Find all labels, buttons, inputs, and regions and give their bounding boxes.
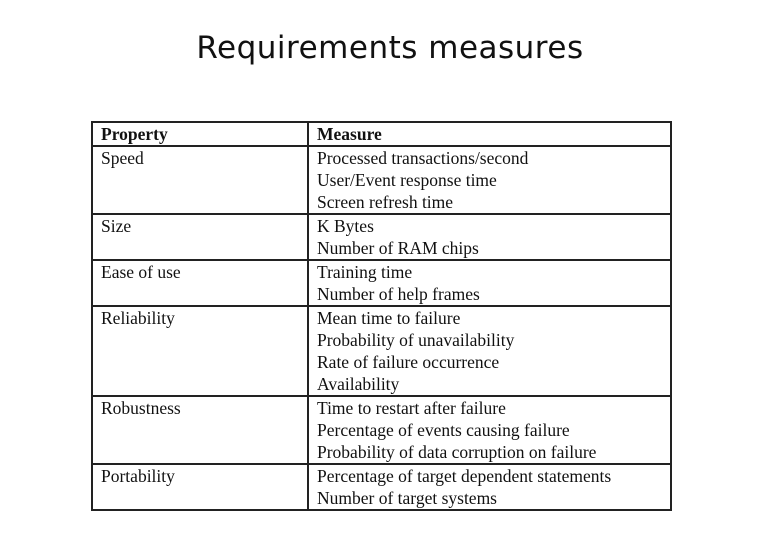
measure-item: Availability bbox=[317, 374, 400, 394]
measure-item: Training time bbox=[317, 262, 413, 282]
measure-item: Percentage of target dependent statements bbox=[317, 466, 612, 486]
measure-item: Mean time to failure bbox=[317, 308, 461, 328]
table-row bbox=[92, 464, 671, 510]
measure-item: K Bytes bbox=[317, 216, 374, 236]
measure-cell bbox=[308, 260, 671, 306]
measure-item: Time to restart after failure bbox=[317, 398, 506, 418]
measure-item: Number of RAM chips bbox=[317, 238, 479, 258]
measure-item: Probability of unavailability bbox=[317, 330, 515, 350]
measure-item: Processed transactions/second bbox=[317, 148, 529, 168]
property-cell: Portability bbox=[92, 464, 308, 510]
property-cell: Size bbox=[92, 214, 308, 260]
table-row bbox=[92, 260, 671, 306]
table-row bbox=[92, 396, 671, 464]
measure-item: Percentage of events causing failure bbox=[317, 420, 570, 440]
table-row bbox=[92, 214, 671, 260]
slide-title: Requirements measures bbox=[196, 30, 584, 66]
measure-cell bbox=[308, 146, 671, 214]
measure-cell bbox=[308, 464, 671, 510]
table-row bbox=[92, 306, 671, 396]
header-measure: Measure bbox=[308, 122, 671, 146]
measure-item: Number of target systems bbox=[317, 488, 497, 508]
requirements-table bbox=[91, 121, 672, 511]
measure-item: Rate of failure occurrence bbox=[317, 352, 500, 372]
header-property: Property bbox=[92, 122, 308, 146]
measure-item: Screen refresh time bbox=[317, 192, 454, 212]
measure-item: Number of help frames bbox=[317, 284, 480, 304]
measure-cell bbox=[308, 214, 671, 260]
property-cell: Reliability bbox=[92, 306, 308, 396]
measure-cell bbox=[308, 306, 671, 396]
table-header-row bbox=[92, 122, 671, 146]
property-cell: Ease of use bbox=[92, 260, 308, 306]
property-cell: Speed bbox=[92, 146, 308, 214]
measure-item: User/Event response time bbox=[317, 170, 497, 190]
table-row bbox=[92, 146, 671, 214]
measure-cell bbox=[308, 396, 671, 464]
measure-item: Probability of data corruption on failure bbox=[317, 442, 597, 462]
property-cell: Robustness bbox=[92, 396, 308, 464]
